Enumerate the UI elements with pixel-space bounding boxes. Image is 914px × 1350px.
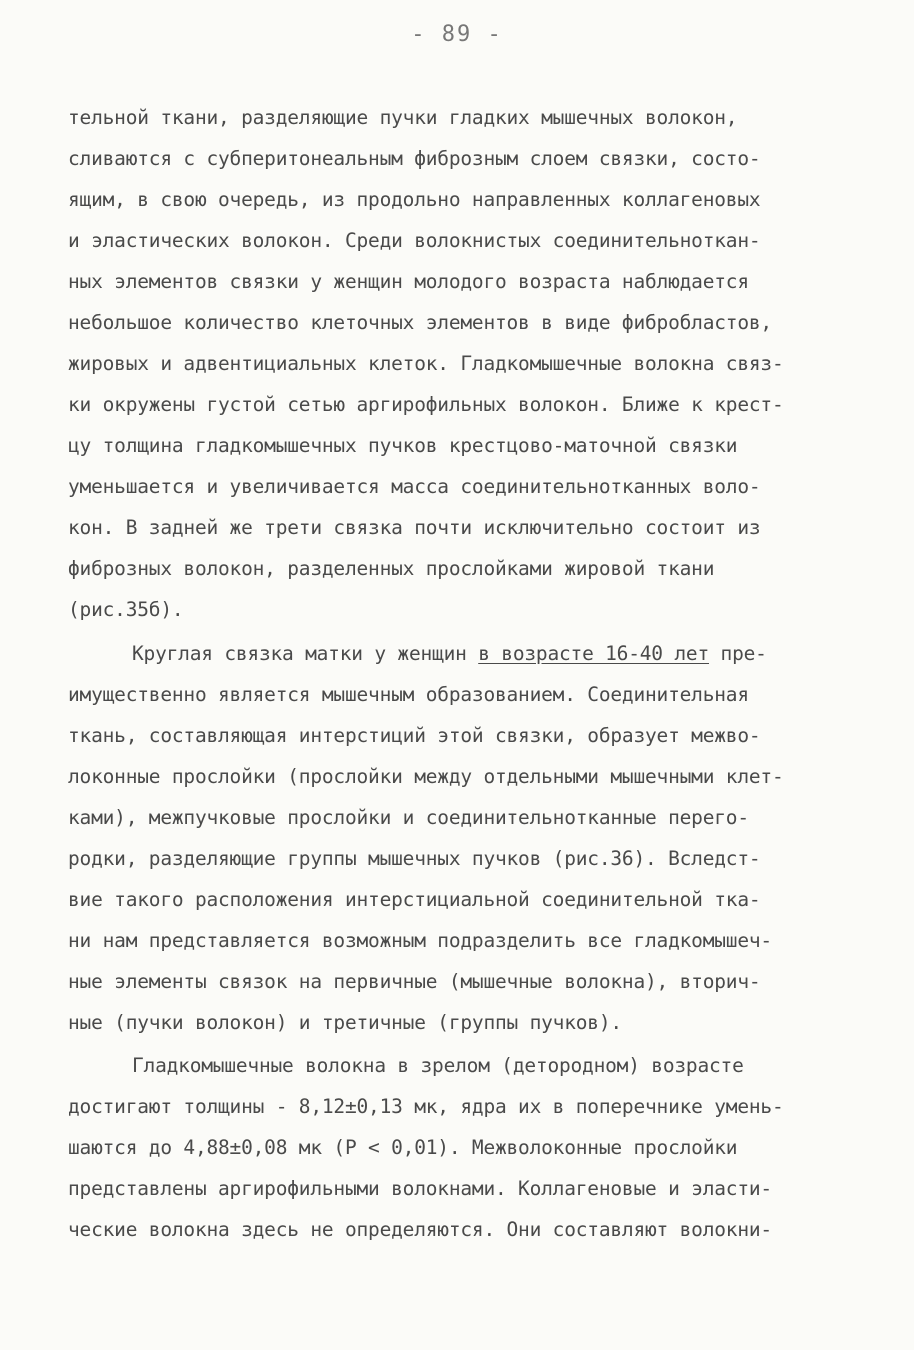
text-line: ящим, в свою очередь, из продольно направленных коллагеновых <box>68 188 761 211</box>
text-line: имущественно является мышечным образованием. Соединительная <box>68 683 749 706</box>
text-line: достигают толщины - 8,12±0,13 мк, ядра их в поперечнике умень- <box>68 1095 784 1118</box>
text-line: родки, разделяющие группы мышечных пучков (рис.36). Вследст- <box>68 847 761 870</box>
text-line <box>132 640 838 668</box>
text-line: вие такого расположения интерстициальной соединительной тка- <box>68 888 761 911</box>
text-line: небольшое количество клеточных элементов в виде фибробластов, <box>68 311 772 334</box>
text-line: сливаются с субперитонеальным фиброзным слоем связки, состо- <box>68 147 761 170</box>
text-line: ками), межпучковые прослойки и соединительнотканные перего- <box>68 806 749 829</box>
text-span: пре- <box>709 642 767 665</box>
text-line: представлены аргирофильными волокнами. Коллагеновые и эласти- <box>68 1177 772 1200</box>
text-line: жировых и адвентициальных клеток. Гладкомышечные волокна связ- <box>68 352 784 375</box>
text-line: кон. В задней же трети связка почти исключительно состоит из <box>68 516 761 539</box>
text-line: уменьшается и увеличивается масса соединительнотканных воло- <box>68 475 761 498</box>
text-line: и эластических волокон. Среди волокнистых соединительноткан- <box>68 229 761 252</box>
text-line: ческие волокна здесь не определяются. Они составляют волокни- <box>68 1218 772 1241</box>
text-line: цу толщина гладкомышечных пучков крестцово-маточной связки <box>68 434 738 457</box>
text-line: локонные прослойки (прослойки между отдельными мышечными клет- <box>68 765 784 788</box>
text-line: ные элементы связок на первичные (мышечные волокна), вторич- <box>68 970 761 993</box>
text-line: ные (пучки волокон) и третичные (группы пучков). <box>68 1011 622 1034</box>
text-line: (рис.35б). <box>68 598 184 621</box>
text-span: Круглая связка матки у женщин <box>132 642 479 665</box>
text-line: ни нам представляется возможным подразделить все гладкомышеч- <box>68 929 772 952</box>
underlined-text: в возрасте 16-40 лет <box>478 642 710 665</box>
text-line: тельной ткани, разделяющие пучки гладких мышечных волокон, <box>68 106 738 129</box>
text-line: ткань, составляющая интерстиций этой связки, образует межво- <box>68 724 761 747</box>
text-line: шаются до 4,88±0,08 мк (Р < 0,01). Межволоконные прослойки <box>68 1136 738 1159</box>
text-line: Гладкомышечные волокна в зрелом (детородном) возрасте <box>132 1054 744 1077</box>
text-line: ных элементов связки у женщин молодого возраста наблюдается <box>68 270 749 293</box>
text-line: фиброзных волокон, разделенных прослойками жировой ткани <box>68 557 715 580</box>
text-line: ки окружены густой сетью аргирофильных волокон. Ближе к крест- <box>68 393 784 416</box>
page-number: - 89 - <box>411 22 503 47</box>
